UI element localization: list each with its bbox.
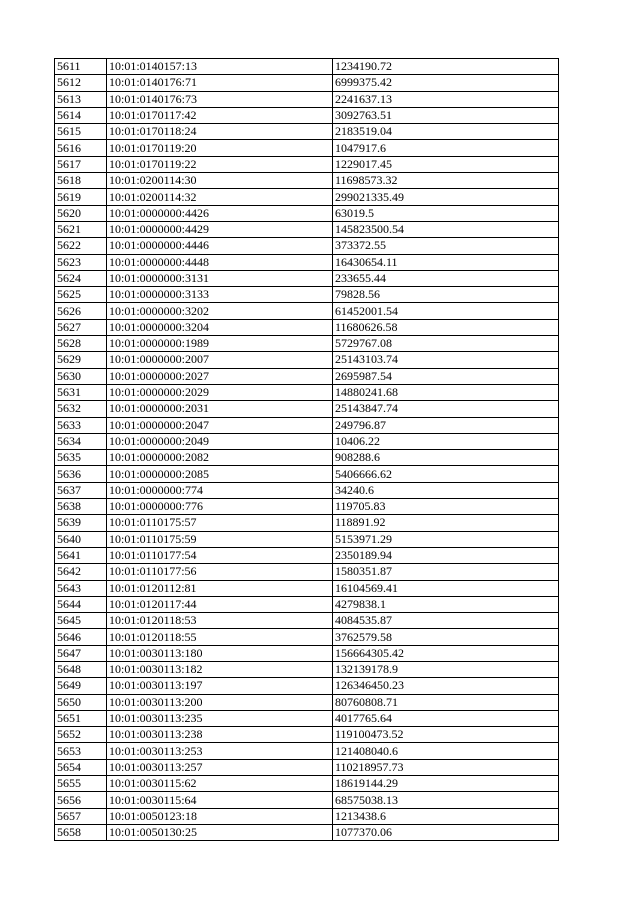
row-number-cell: 5639 (55, 515, 107, 531)
value-cell: 299021335.49 (333, 189, 559, 205)
table-row (55, 336, 559, 352)
table-row (55, 59, 559, 75)
row-number-cell: 5637 (55, 482, 107, 498)
value-cell: 2241637.13 (333, 91, 559, 107)
row-number-cell: 5616 (55, 140, 107, 156)
row-number-cell: 5642 (55, 564, 107, 580)
value-cell: 18619144.29 (333, 776, 559, 792)
row-number-cell: 5631 (55, 384, 107, 400)
row-number-cell: 5613 (55, 91, 107, 107)
cadastral-number-cell: 10:01:0000000:2082 (107, 450, 333, 466)
cadastral-number-cell: 10:01:0000000:2007 (107, 352, 333, 368)
row-number-cell: 5644 (55, 596, 107, 612)
row-number-cell: 5649 (55, 678, 107, 694)
row-number-cell: 5626 (55, 303, 107, 319)
row-number-cell: 5621 (55, 221, 107, 237)
value-cell: 11680626.58 (333, 319, 559, 335)
table-row (55, 759, 559, 775)
cadastral-number-cell: 10:01:0000000:2031 (107, 401, 333, 417)
row-number-cell: 5657 (55, 808, 107, 824)
cadastral-number-cell: 10:01:0200114:32 (107, 189, 333, 205)
cadastral-number-cell: 10:01:0000000:4426 (107, 205, 333, 221)
value-cell: 118891.92 (333, 515, 559, 531)
row-number-cell: 5643 (55, 580, 107, 596)
row-number-cell: 5654 (55, 759, 107, 775)
table-row (55, 547, 559, 563)
cadastral-number-cell: 10:01:0000000:3131 (107, 270, 333, 286)
cadastral-number-cell: 10:01:0000000:2049 (107, 433, 333, 449)
table-row (55, 173, 559, 189)
table-row (55, 450, 559, 466)
value-cell: 79828.56 (333, 287, 559, 303)
cadastral-number-cell: 10:01:0000000:774 (107, 482, 333, 498)
table-row (55, 254, 559, 270)
value-cell: 11698573.32 (333, 173, 559, 189)
value-cell: 2183519.04 (333, 124, 559, 140)
value-cell: 4279838.1 (333, 596, 559, 612)
cadastral-number-cell: 10:01:0110175:57 (107, 515, 333, 531)
cadastral-number-cell: 10:01:0120118:53 (107, 613, 333, 629)
value-cell: 5153971.29 (333, 531, 559, 547)
value-cell: 1229017.45 (333, 156, 559, 172)
table-row (55, 417, 559, 433)
table-row (55, 710, 559, 726)
table-row (55, 140, 559, 156)
value-cell: 126346450.23 (333, 678, 559, 694)
table-row (55, 221, 559, 237)
table-row (55, 596, 559, 612)
value-cell: 132139178.9 (333, 661, 559, 677)
value-cell: 16430654.11 (333, 254, 559, 270)
value-cell: 61452001.54 (333, 303, 559, 319)
value-cell: 25143847.74 (333, 401, 559, 417)
value-cell: 5729767.08 (333, 336, 559, 352)
cadastral-number-cell: 10:01:0000000:2085 (107, 466, 333, 482)
cadastral-number-cell: 10:01:0030113:180 (107, 645, 333, 661)
value-cell: 121408040.6 (333, 743, 559, 759)
cadastral-number-cell: 10:01:0030113:197 (107, 678, 333, 694)
cadastral-number-cell: 10:01:0000000:3202 (107, 303, 333, 319)
table-row (55, 743, 559, 759)
value-cell: 156664305.42 (333, 645, 559, 661)
value-cell: 63019.5 (333, 205, 559, 221)
row-number-cell: 5620 (55, 205, 107, 221)
cadastral-number-cell: 10:01:0200114:30 (107, 173, 333, 189)
cadastral-number-cell: 10:01:0030115:64 (107, 792, 333, 808)
row-number-cell: 5617 (55, 156, 107, 172)
row-number-cell: 5652 (55, 727, 107, 743)
cadastral-number-cell: 10:01:0030113:200 (107, 694, 333, 710)
cadastral-number-cell: 10:01:0050123:18 (107, 808, 333, 824)
table-row (55, 303, 559, 319)
cadastral-number-cell: 10:01:0140176:73 (107, 91, 333, 107)
cadastral-number-cell: 10:01:0000000:776 (107, 499, 333, 515)
row-number-cell: 5614 (55, 107, 107, 123)
table-row (55, 287, 559, 303)
row-number-cell: 5627 (55, 319, 107, 335)
cadastral-number-cell: 10:01:0110177:54 (107, 547, 333, 563)
table-row (55, 156, 559, 172)
table-row (55, 107, 559, 123)
cadastral-number-cell: 10:01:0030113:238 (107, 727, 333, 743)
value-cell: 119705.83 (333, 499, 559, 515)
row-number-cell: 5653 (55, 743, 107, 759)
table-row (55, 678, 559, 694)
cadastral-number-cell: 10:01:0030113:257 (107, 759, 333, 775)
table-row (55, 466, 559, 482)
table-row (55, 776, 559, 792)
row-number-cell: 5629 (55, 352, 107, 368)
table-row (55, 792, 559, 808)
cadastral-number-cell: 10:01:0030113:253 (107, 743, 333, 759)
row-number-cell: 5641 (55, 547, 107, 563)
value-cell: 4017765.64 (333, 710, 559, 726)
value-cell: 5406666.62 (333, 466, 559, 482)
table-row (55, 433, 559, 449)
value-cell: 3762579.58 (333, 629, 559, 645)
table-row (55, 645, 559, 661)
row-number-cell: 5632 (55, 401, 107, 417)
value-cell: 1580351.87 (333, 564, 559, 580)
cadastral-number-cell: 10:01:0170118:24 (107, 124, 333, 140)
cadastral-number-cell: 10:01:0030113:235 (107, 710, 333, 726)
row-number-cell: 5636 (55, 466, 107, 482)
value-cell: 80760808.71 (333, 694, 559, 710)
table-row (55, 499, 559, 515)
value-cell: 249796.87 (333, 417, 559, 433)
value-cell: 68575038.13 (333, 792, 559, 808)
value-cell: 233655.44 (333, 270, 559, 286)
cadastral-number-cell: 10:01:0120112:81 (107, 580, 333, 596)
row-number-cell: 5618 (55, 173, 107, 189)
table-row (55, 352, 559, 368)
table-row (55, 205, 559, 221)
table-row (55, 189, 559, 205)
value-cell: 16104569.41 (333, 580, 559, 596)
row-number-cell: 5611 (55, 59, 107, 75)
row-number-cell: 5655 (55, 776, 107, 792)
value-cell: 3092763.51 (333, 107, 559, 123)
row-number-cell: 5628 (55, 336, 107, 352)
table-row (55, 580, 559, 596)
cadastral-number-cell: 10:01:0110175:59 (107, 531, 333, 547)
cadastral-number-cell: 10:01:0170119:22 (107, 156, 333, 172)
row-number-cell: 5650 (55, 694, 107, 710)
row-number-cell: 5612 (55, 75, 107, 91)
value-cell: 14880241.68 (333, 384, 559, 400)
row-number-cell: 5635 (55, 450, 107, 466)
row-number-cell: 5622 (55, 238, 107, 254)
table-row (55, 694, 559, 710)
row-number-cell: 5651 (55, 710, 107, 726)
table-row (55, 401, 559, 417)
table-row (55, 482, 559, 498)
row-number-cell: 5630 (55, 368, 107, 384)
cadastral-number-cell: 10:01:0120118:55 (107, 629, 333, 645)
table-row (55, 75, 559, 91)
row-number-cell: 5633 (55, 417, 107, 433)
value-cell: 145823500.54 (333, 221, 559, 237)
value-cell: 1213438.6 (333, 808, 559, 824)
table-row (55, 808, 559, 824)
row-number-cell: 5625 (55, 287, 107, 303)
table-row (55, 270, 559, 286)
table-row (55, 661, 559, 677)
cadastral-number-cell: 10:01:0030113:182 (107, 661, 333, 677)
table-body (55, 59, 559, 841)
row-number-cell: 5638 (55, 499, 107, 515)
row-number-cell: 5619 (55, 189, 107, 205)
cadastral-number-cell: 10:01:0000000:2027 (107, 368, 333, 384)
row-number-cell: 5648 (55, 661, 107, 677)
row-number-cell: 5647 (55, 645, 107, 661)
value-cell: 1047917.6 (333, 140, 559, 156)
value-cell: 34240.6 (333, 482, 559, 498)
row-number-cell: 5658 (55, 824, 107, 840)
row-number-cell: 5645 (55, 613, 107, 629)
value-cell: 1077370.06 (333, 824, 559, 840)
value-cell: 25143103.74 (333, 352, 559, 368)
row-number-cell: 5646 (55, 629, 107, 645)
cadastral-number-cell: 10:01:0120117:44 (107, 596, 333, 612)
value-cell: 4084535.87 (333, 613, 559, 629)
cadastral-number-cell: 10:01:0000000:3133 (107, 287, 333, 303)
cadastral-number-cell: 10:01:0170117:42 (107, 107, 333, 123)
cadastral-number-cell: 10:01:0030115:62 (107, 776, 333, 792)
cadastral-number-cell: 10:01:0050130:25 (107, 824, 333, 840)
table-row (55, 613, 559, 629)
cadastral-number-cell: 10:01:0000000:1989 (107, 336, 333, 352)
cadastral-number-cell: 10:01:0140157:13 (107, 59, 333, 75)
row-number-cell: 5615 (55, 124, 107, 140)
cadastral-number-cell: 10:01:0110177:56 (107, 564, 333, 580)
value-cell: 1234190.72 (333, 59, 559, 75)
row-number-cell: 5623 (55, 254, 107, 270)
table-row (55, 564, 559, 580)
table-row (55, 238, 559, 254)
data-table (54, 58, 559, 841)
value-cell: 908288.6 (333, 450, 559, 466)
cadastral-number-cell: 10:01:0000000:2029 (107, 384, 333, 400)
table-row (55, 91, 559, 107)
cadastral-number-cell: 10:01:0000000:4448 (107, 254, 333, 270)
value-cell: 6999375.42 (333, 75, 559, 91)
table-row (55, 319, 559, 335)
value-cell: 110218957.73 (333, 759, 559, 775)
value-cell: 373372.55 (333, 238, 559, 254)
value-cell: 10406.22 (333, 433, 559, 449)
cadastral-number-cell: 10:01:0000000:2047 (107, 417, 333, 433)
cadastral-number-cell: 10:01:0140176:71 (107, 75, 333, 91)
cadastral-number-cell: 10:01:0000000:4429 (107, 221, 333, 237)
row-number-cell: 5624 (55, 270, 107, 286)
value-cell: 2695987.54 (333, 368, 559, 384)
table-row (55, 384, 559, 400)
cadastral-number-cell: 10:01:0000000:3204 (107, 319, 333, 335)
value-cell: 2350189.94 (333, 547, 559, 563)
value-cell: 119100473.52 (333, 727, 559, 743)
table-row (55, 515, 559, 531)
table-row (55, 727, 559, 743)
cadastral-number-cell: 10:01:0000000:4446 (107, 238, 333, 254)
row-number-cell: 5634 (55, 433, 107, 449)
table-row (55, 531, 559, 547)
table-row (55, 368, 559, 384)
row-number-cell: 5656 (55, 792, 107, 808)
table-row (55, 824, 559, 840)
row-number-cell: 5640 (55, 531, 107, 547)
table-row (55, 629, 559, 645)
cadastral-number-cell: 10:01:0170119:20 (107, 140, 333, 156)
table-row (55, 124, 559, 140)
